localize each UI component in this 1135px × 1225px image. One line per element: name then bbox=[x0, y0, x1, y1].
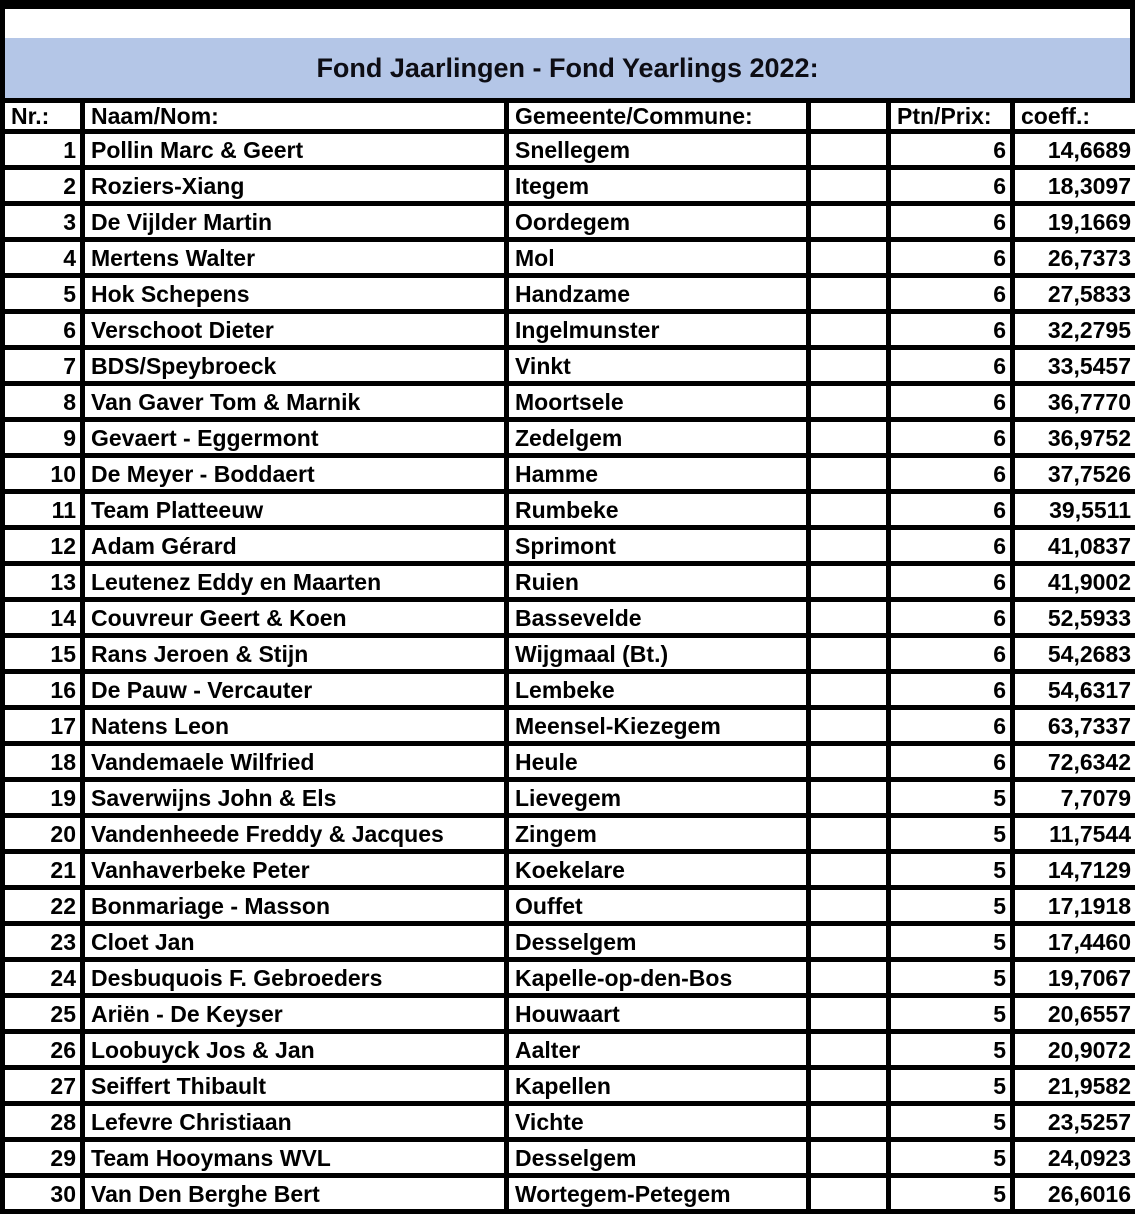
cell-gemeente: Oordegem bbox=[507, 204, 809, 240]
cell-coeff: 21,9582 bbox=[1013, 1068, 1135, 1104]
cell-coeff: 17,1918 bbox=[1013, 888, 1135, 924]
cell-gemeente: Ouffet bbox=[507, 888, 809, 924]
table-row bbox=[3, 384, 1135, 420]
cell-naam: Roziers-Xiang bbox=[83, 168, 507, 204]
cell-gemeente: Wortegem-Petegem bbox=[507, 1176, 809, 1212]
cell-spacer bbox=[809, 960, 889, 996]
cell-ptn: 6 bbox=[889, 528, 1013, 564]
cell-coeff: 54,2683 bbox=[1013, 636, 1135, 672]
cell-nr: 1 bbox=[3, 132, 83, 168]
cell-naam: Lefevre Christiaan bbox=[83, 1104, 507, 1140]
cell-naam: Team Platteeuw bbox=[83, 492, 507, 528]
cell-gemeente: Hamme bbox=[507, 456, 809, 492]
table-row bbox=[3, 456, 1135, 492]
cell-nr: 16 bbox=[3, 672, 83, 708]
cell-coeff: 23,5257 bbox=[1013, 1104, 1135, 1140]
column-header-naam: Naam/Nom: bbox=[83, 101, 507, 132]
cell-ptn: 6 bbox=[889, 636, 1013, 672]
cell-naam: Leutenez Eddy en Maarten bbox=[83, 564, 507, 600]
cell-spacer bbox=[809, 708, 889, 744]
cell-spacer bbox=[809, 204, 889, 240]
cell-nr: 12 bbox=[3, 528, 83, 564]
cell-ptn: 5 bbox=[889, 780, 1013, 816]
cell-nr: 25 bbox=[3, 996, 83, 1032]
table-row bbox=[3, 240, 1135, 276]
column-header-coeff: coeff.: bbox=[1013, 101, 1135, 132]
cell-spacer bbox=[809, 1032, 889, 1068]
cell-spacer bbox=[809, 636, 889, 672]
cell-naam: Gevaert - Eggermont bbox=[83, 420, 507, 456]
column-header-gemeente: Gemeente/Commune: bbox=[507, 101, 809, 132]
cell-nr: 5 bbox=[3, 276, 83, 312]
cell-gemeente: Snellegem bbox=[507, 132, 809, 168]
cell-ptn: 6 bbox=[889, 672, 1013, 708]
cell-spacer bbox=[809, 132, 889, 168]
cell-gemeente: Koekelare bbox=[507, 852, 809, 888]
cell-ptn: 6 bbox=[889, 276, 1013, 312]
cell-ptn: 6 bbox=[889, 600, 1013, 636]
cell-gemeente: Sprimont bbox=[507, 528, 809, 564]
cell-nr: 19 bbox=[3, 780, 83, 816]
cell-coeff: 14,6689 bbox=[1013, 132, 1135, 168]
cell-nr: 30 bbox=[3, 1176, 83, 1212]
cell-gemeente: Lembeke bbox=[507, 672, 809, 708]
cell-coeff: 41,9002 bbox=[1013, 564, 1135, 600]
cell-ptn: 5 bbox=[889, 852, 1013, 888]
cell-nr: 23 bbox=[3, 924, 83, 960]
cell-spacer bbox=[809, 348, 889, 384]
cell-gemeente: Zingem bbox=[507, 816, 809, 852]
cell-naam: Bonmariage - Masson bbox=[83, 888, 507, 924]
cell-ptn: 5 bbox=[889, 1104, 1013, 1140]
cell-naam: De Pauw - Vercauter bbox=[83, 672, 507, 708]
cell-naam: De Vijlder Martin bbox=[83, 204, 507, 240]
cell-gemeente: Rumbeke bbox=[507, 492, 809, 528]
cell-coeff: 20,6557 bbox=[1013, 996, 1135, 1032]
cell-ptn: 5 bbox=[889, 816, 1013, 852]
cell-naam: Saverwijns John & Els bbox=[83, 780, 507, 816]
cell-spacer bbox=[809, 240, 889, 276]
cell-nr: 26 bbox=[3, 1032, 83, 1068]
cell-ptn: 5 bbox=[889, 960, 1013, 996]
cell-spacer bbox=[809, 852, 889, 888]
cell-gemeente: Desselgem bbox=[507, 924, 809, 960]
cell-gemeente: Vinkt bbox=[507, 348, 809, 384]
cell-naam: Loobuyck Jos & Jan bbox=[83, 1032, 507, 1068]
cell-ptn: 6 bbox=[889, 456, 1013, 492]
cell-spacer bbox=[809, 996, 889, 1032]
cell-coeff: 20,9072 bbox=[1013, 1032, 1135, 1068]
cell-gemeente: Ingelmunster bbox=[507, 312, 809, 348]
table-row bbox=[3, 672, 1135, 708]
table-row bbox=[3, 132, 1135, 168]
cell-naam: Natens Leon bbox=[83, 708, 507, 744]
cell-ptn: 6 bbox=[889, 708, 1013, 744]
cell-spacer bbox=[809, 384, 889, 420]
cell-gemeente: Bassevelde bbox=[507, 600, 809, 636]
cell-coeff: 36,7770 bbox=[1013, 384, 1135, 420]
cell-ptn: 6 bbox=[889, 384, 1013, 420]
cell-coeff: 52,5933 bbox=[1013, 600, 1135, 636]
cell-spacer bbox=[809, 1140, 889, 1176]
cell-spacer bbox=[809, 600, 889, 636]
cell-nr: 28 bbox=[3, 1104, 83, 1140]
cell-naam: Ariën - De Keyser bbox=[83, 996, 507, 1032]
cell-nr: 7 bbox=[3, 348, 83, 384]
cell-ptn: 6 bbox=[889, 564, 1013, 600]
table-row bbox=[3, 1104, 1135, 1140]
cell-coeff: 19,1669 bbox=[1013, 204, 1135, 240]
cell-spacer bbox=[809, 276, 889, 312]
cell-nr: 3 bbox=[3, 204, 83, 240]
table-row bbox=[3, 492, 1135, 528]
cell-coeff: 33,5457 bbox=[1013, 348, 1135, 384]
cell-nr: 6 bbox=[3, 312, 83, 348]
cell-coeff: 32,2795 bbox=[1013, 312, 1135, 348]
cell-ptn: 5 bbox=[889, 1176, 1013, 1212]
cell-spacer bbox=[809, 1176, 889, 1212]
cell-gemeente: Itegem bbox=[507, 168, 809, 204]
cell-nr: 24 bbox=[3, 960, 83, 996]
table-row bbox=[3, 780, 1135, 816]
cell-spacer bbox=[809, 564, 889, 600]
cell-naam: Seiffert Thibault bbox=[83, 1068, 507, 1104]
cell-spacer bbox=[809, 780, 889, 816]
cell-coeff: 11,7544 bbox=[1013, 816, 1135, 852]
results-table bbox=[0, 98, 1135, 1214]
cell-naam: Rans Jeroen & Stijn bbox=[83, 636, 507, 672]
cell-spacer bbox=[809, 456, 889, 492]
table-row bbox=[3, 708, 1135, 744]
cell-naam: Vandemaele Wilfried bbox=[83, 744, 507, 780]
table-row bbox=[3, 1140, 1135, 1176]
table-row bbox=[3, 996, 1135, 1032]
cell-spacer bbox=[809, 744, 889, 780]
column-header-spacer bbox=[809, 101, 889, 132]
page-title: Fond Jaarlingen - Fond Yearlings 2022: bbox=[316, 52, 819, 83]
cell-spacer bbox=[809, 924, 889, 960]
cell-coeff: 24,0923 bbox=[1013, 1140, 1135, 1176]
cell-ptn: 6 bbox=[889, 420, 1013, 456]
table-row bbox=[3, 600, 1135, 636]
cell-gemeente: Lievegem bbox=[507, 780, 809, 816]
cell-spacer bbox=[809, 420, 889, 456]
column-header-ptn: Ptn/Prix: bbox=[889, 101, 1013, 132]
cell-coeff: 26,6016 bbox=[1013, 1176, 1135, 1212]
cell-gemeente: Zedelgem bbox=[507, 420, 809, 456]
cell-ptn: 6 bbox=[889, 132, 1013, 168]
cell-naam: De Meyer - Boddaert bbox=[83, 456, 507, 492]
cell-ptn: 6 bbox=[889, 240, 1013, 276]
table-row bbox=[3, 960, 1135, 996]
cell-spacer bbox=[809, 168, 889, 204]
cell-ptn: 6 bbox=[889, 744, 1013, 780]
cell-ptn: 5 bbox=[889, 1068, 1013, 1104]
cell-ptn: 5 bbox=[889, 888, 1013, 924]
cell-gemeente: Ruien bbox=[507, 564, 809, 600]
cell-naam: Hok Schepens bbox=[83, 276, 507, 312]
table-row bbox=[3, 1068, 1135, 1104]
cell-ptn: 5 bbox=[889, 1032, 1013, 1068]
table-row bbox=[3, 168, 1135, 204]
cell-nr: 8 bbox=[3, 384, 83, 420]
cell-coeff: 27,5833 bbox=[1013, 276, 1135, 312]
table-row bbox=[3, 204, 1135, 240]
cell-coeff: 17,4460 bbox=[1013, 924, 1135, 960]
cell-gemeente: Desselgem bbox=[507, 1140, 809, 1176]
cell-gemeente: Handzame bbox=[507, 276, 809, 312]
cell-ptn: 6 bbox=[889, 348, 1013, 384]
cell-naam: Couvreur Geert & Koen bbox=[83, 600, 507, 636]
cell-gemeente: Mol bbox=[507, 240, 809, 276]
cell-nr: 13 bbox=[3, 564, 83, 600]
table-row bbox=[3, 1032, 1135, 1068]
cell-gemeente: Houwaart bbox=[507, 996, 809, 1032]
table-row bbox=[3, 348, 1135, 384]
table-row bbox=[3, 312, 1135, 348]
cell-nr: 15 bbox=[3, 636, 83, 672]
table-row bbox=[3, 1176, 1135, 1212]
cell-coeff: 19,7067 bbox=[1013, 960, 1135, 996]
cell-gemeente: Heule bbox=[507, 744, 809, 780]
cell-nr: 11 bbox=[3, 492, 83, 528]
cell-naam: Adam Gérard bbox=[83, 528, 507, 564]
cell-nr: 21 bbox=[3, 852, 83, 888]
cell-spacer bbox=[809, 492, 889, 528]
cell-coeff: 63,7337 bbox=[1013, 708, 1135, 744]
cell-nr: 10 bbox=[3, 456, 83, 492]
table-row bbox=[3, 852, 1135, 888]
cell-gemeente: Vichte bbox=[507, 1104, 809, 1140]
cell-gemeente: Moortsele bbox=[507, 384, 809, 420]
cell-nr: 29 bbox=[3, 1140, 83, 1176]
cell-naam: Van Gaver Tom & Marnik bbox=[83, 384, 507, 420]
cell-naam: BDS/Speybroeck bbox=[83, 348, 507, 384]
cell-coeff: 37,7526 bbox=[1013, 456, 1135, 492]
cell-nr: 2 bbox=[3, 168, 83, 204]
cell-spacer bbox=[809, 816, 889, 852]
cell-naam: Team Hooymans WVL bbox=[83, 1140, 507, 1176]
table-row bbox=[3, 816, 1135, 852]
cell-nr: 9 bbox=[3, 420, 83, 456]
cell-naam: Vanhaverbeke Peter bbox=[83, 852, 507, 888]
table-row bbox=[3, 276, 1135, 312]
cell-spacer bbox=[809, 1068, 889, 1104]
cell-gemeente: Kapelle-op-den-Bos bbox=[507, 960, 809, 996]
title-banner bbox=[0, 38, 1135, 98]
cell-gemeente: Aalter bbox=[507, 1032, 809, 1068]
cell-nr: 18 bbox=[3, 744, 83, 780]
cell-coeff: 72,6342 bbox=[1013, 744, 1135, 780]
cell-spacer bbox=[809, 312, 889, 348]
cell-gemeente: Meensel-Kiezegem bbox=[507, 708, 809, 744]
cell-ptn: 5 bbox=[889, 996, 1013, 1032]
cell-naam: Desbuquois F. Gebroeders bbox=[83, 960, 507, 996]
cell-nr: 14 bbox=[3, 600, 83, 636]
cell-ptn: 6 bbox=[889, 492, 1013, 528]
cell-spacer bbox=[809, 528, 889, 564]
table-row bbox=[3, 744, 1135, 780]
cell-coeff: 7,7079 bbox=[1013, 780, 1135, 816]
cell-nr: 27 bbox=[3, 1068, 83, 1104]
cell-naam: Verschoot Dieter bbox=[83, 312, 507, 348]
table-row bbox=[3, 420, 1135, 456]
cell-ptn: 5 bbox=[889, 924, 1013, 960]
header-row bbox=[3, 101, 1135, 132]
table-row bbox=[3, 888, 1135, 924]
cell-coeff: 18,3097 bbox=[1013, 168, 1135, 204]
cell-coeff: 54,6317 bbox=[1013, 672, 1135, 708]
table-row bbox=[3, 564, 1135, 600]
cell-coeff: 26,7373 bbox=[1013, 240, 1135, 276]
cell-coeff: 36,9752 bbox=[1013, 420, 1135, 456]
cell-naam: Vandenheede Freddy & Jacques bbox=[83, 816, 507, 852]
table-row bbox=[3, 924, 1135, 960]
cell-ptn: 6 bbox=[889, 204, 1013, 240]
cell-nr: 20 bbox=[3, 816, 83, 852]
table-row bbox=[3, 528, 1135, 564]
cell-spacer bbox=[809, 1104, 889, 1140]
cell-gemeente: Wijgmaal (Bt.) bbox=[507, 636, 809, 672]
cell-coeff: 14,7129 bbox=[1013, 852, 1135, 888]
column-header-nr: Nr.: bbox=[3, 101, 83, 132]
cell-ptn: 6 bbox=[889, 312, 1013, 348]
cell-naam: Pollin Marc & Geert bbox=[83, 132, 507, 168]
cell-spacer bbox=[809, 888, 889, 924]
cell-naam: Cloet Jan bbox=[83, 924, 507, 960]
cell-naam: Mertens Walter bbox=[83, 240, 507, 276]
cell-gemeente: Kapellen bbox=[507, 1068, 809, 1104]
cell-ptn: 5 bbox=[889, 1140, 1013, 1176]
table-row bbox=[3, 636, 1135, 672]
cell-naam: Van Den Berghe Bert bbox=[83, 1176, 507, 1212]
cell-nr: 4 bbox=[3, 240, 83, 276]
cell-coeff: 41,0837 bbox=[1013, 528, 1135, 564]
cell-nr: 17 bbox=[3, 708, 83, 744]
top-spacer-row bbox=[0, 9, 1135, 38]
cell-nr: 22 bbox=[3, 888, 83, 924]
cell-coeff: 39,5511 bbox=[1013, 492, 1135, 528]
cell-spacer bbox=[809, 672, 889, 708]
cell-ptn: 6 bbox=[889, 168, 1013, 204]
